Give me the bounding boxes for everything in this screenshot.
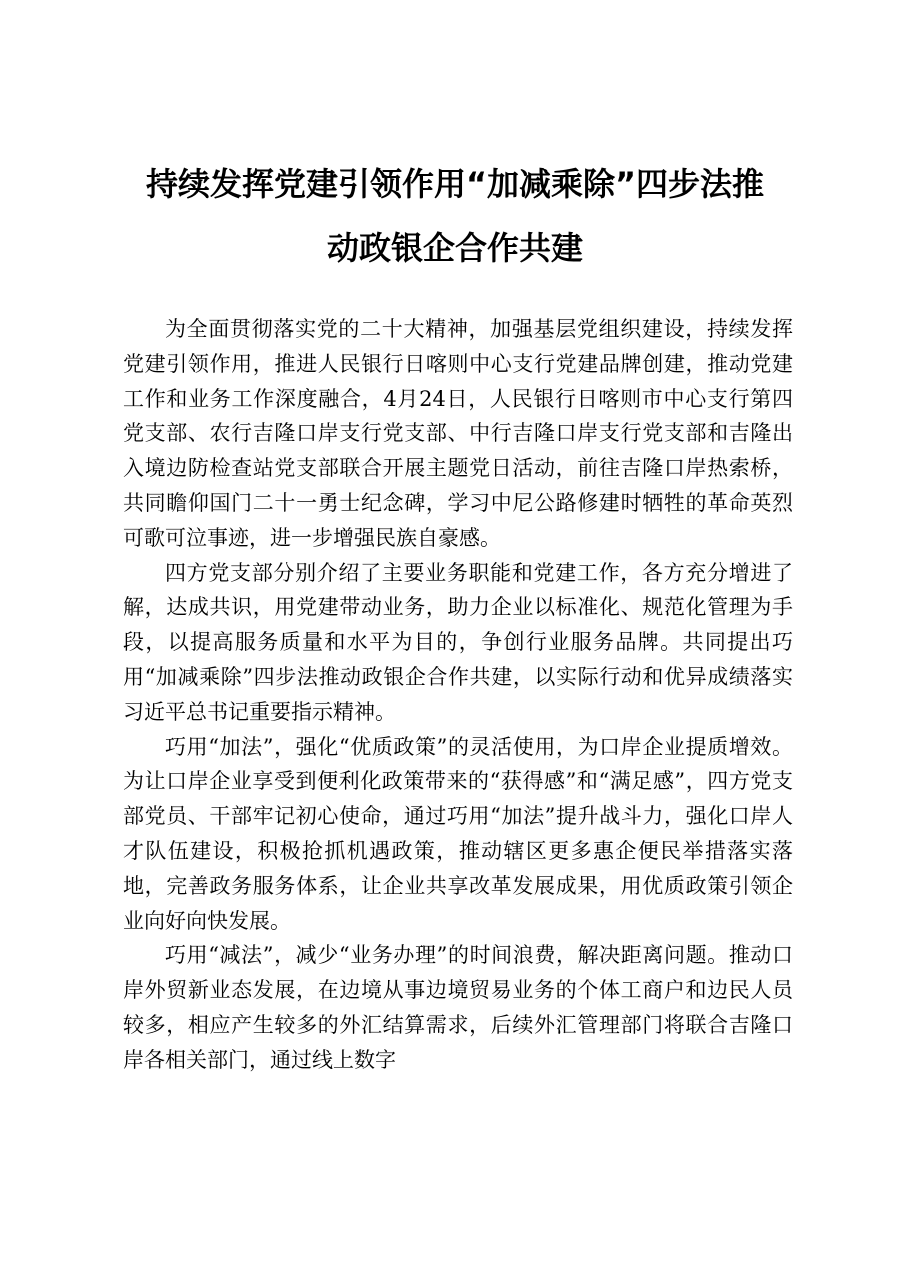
document-title xyxy=(110,152,800,280)
title-line-2: 动政银企合作共建 xyxy=(326,229,583,267)
paragraph-1: 为全面贯彻落实党的二十大精神，加强基层党组织建设，持续发挥党建引领作用，推进人民银行日喀则中心支行党建品牌创建，推动党建工作和业务工作深度融合，4月24日，人民银行日喀则市中心支行第四党支部、农行吉隆口岸支行党支部、中行吉隆口岸支行党支部和吉隆出入境边防检查站党支部联合开展主题党日活动，前往吉隆口岸热索桥，共同瞻仰国门二十一勇士纪念碑，学习中尼公路修建时牺牲的革命英烈可歌可泣事迹，进一步增强民族自豪感。 xyxy=(123,317,793,550)
title-line-1: 持续发挥党建引领作用“加减乘除”四步法推 xyxy=(145,165,765,203)
paragraph-3: 巧用“加法”，强化“优质政策”的灵活使用，为口岸企业提质增效。为让口岸企业享受到便利化政策带来的“获得感”和“满足感”，四方党支部党员、干部牢记初心使命，通过巧用“加法”提升战斗力，强化口岸人才队伍建设，积极抢抓机遇政策，推动辖区更多惠企便民举措落实落地，完善政务服务体系，让企业共享改革发展成果，用优质政策引领企业向好向快发展。 xyxy=(123,734,793,933)
paragraph-2: 四方党支部分别介绍了主要业务职能和党建工作，各方充分增进了解，达成共识，用党建带动业务，助力企业以标准化、规范化管理为手段，以提高服务质量和水平为目的，争创行业服务品牌。共同提出巧用“加减乘除”四步法推动政银企合作共建，以实际行动和优异成绩落实习近平总书记重要指示精神。 xyxy=(123,560,793,724)
document-body xyxy=(123,312,793,1078)
paragraph-4: 巧用“减法”，减少“业务办理”的时间浪费，解决距离问题。推动口岸外贸新业态发展，在边境从事边境贸易业务的个体工商户和边民人员较多，相应产生较多的外汇结算需求，后续外汇管理部门将联合吉隆口岸各相关部门，通过线上数字 xyxy=(123,943,793,1072)
